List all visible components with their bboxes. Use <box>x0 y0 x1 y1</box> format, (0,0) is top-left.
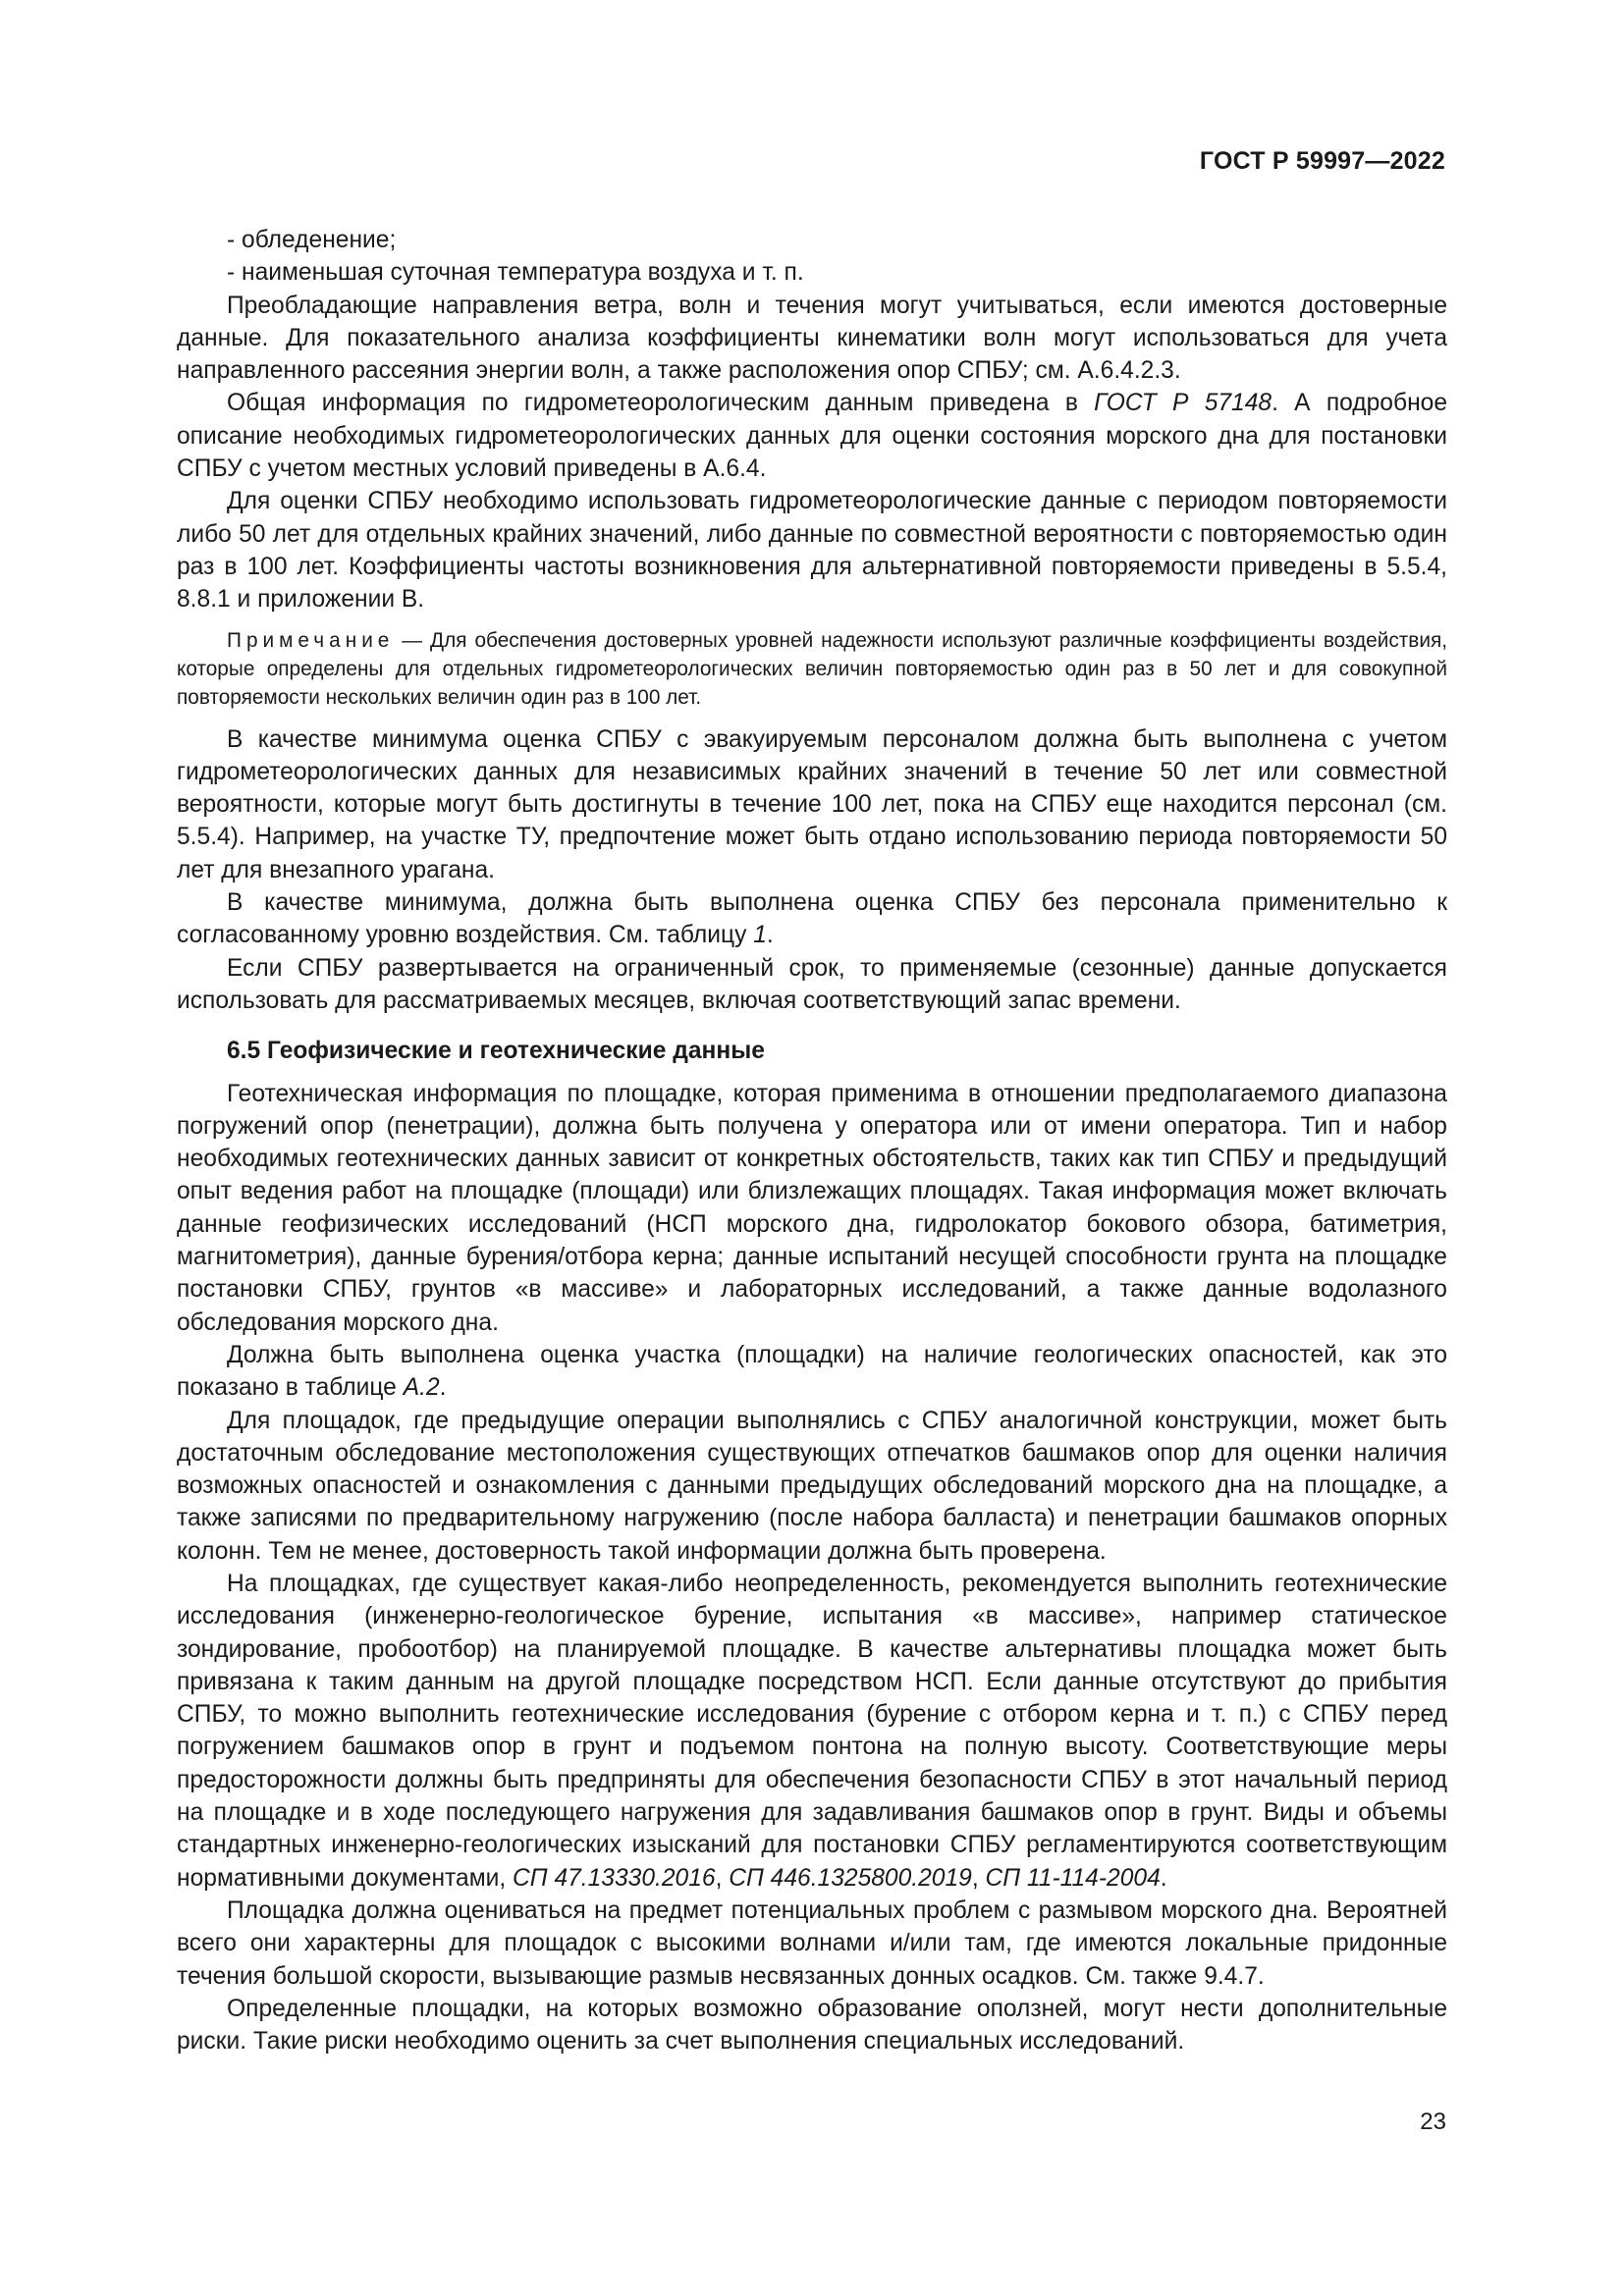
section-heading: 6.5 Геофизические и геотехнические данные <box>227 1038 765 1065</box>
paragraph-previous-operations: Для площадок, где предыдущие операции выполнялись с СПБУ аналогичной конструкции, может быть достаточным обследование местоположения существующих отпечатков башмаков опор для оценки наличия возможных опасностей и ознакомления с данными предыдущих обследований морского дна на площадке, а также записями по предварительному нагружению (после набора балласта) и пенетрации башмаков опорных колонн. Тем не менее, достоверность такой информации должна быть проверена. <box>177 1407 1447 1565</box>
text: , <box>971 1864 986 1892</box>
paragraph-landslides: Определенные площадки, на которых возможно образование оползней, могут нести дополнительные риски. Такие риски необходимо оценить за счет выполнения специальных исследований. <box>177 1995 1447 2056</box>
text: . <box>439 1374 447 1402</box>
list-item-temperature: - наименьшая суточная температура воздуха и т. п. <box>227 259 804 287</box>
paragraph-limited-term: Если СПБУ развертывается на ограниченный срок, то применяемые (сезонные) данные допускается использовать для рассматриваемых месяцев, включая соответствующий запас времени. <box>177 954 1447 1014</box>
list-item-icing: - обледенение; <box>227 227 397 253</box>
text: , <box>715 1864 730 1892</box>
standard-reference: СП 11-114-2004 <box>985 1864 1161 1892</box>
note-block <box>177 626 1447 712</box>
paragraph-geotechnical-info: Геотехническая информация по площадке, которая применима в отношении предполагаемого диапазона погружений опор (пенетрации), должна быть получена у оператора или от имени оператора. Тип и набор необходимых геотехнических данных зависит от конкретных обстоятельств, таких как тип СПБУ и предыдущий опыт ведения работ на площадке (площади) или близлежащих площадях. Такая информация может включать данные геофизических исследований (НСП морского дна, гидролокатор бокового обзора, батиметрия, магнитометрия), данные бурения/отбора керна; данные испытаний несущей способности грунта на площадке постановки СПБУ, грунтов «в массиве» и лабораторных исследований, а также данные водолазного обследования морского дна. <box>177 1080 1447 1336</box>
text: . <box>1160 1864 1167 1892</box>
paragraph-general-info <box>177 387 1447 485</box>
paragraph-prevailing-directions: Преобладающие направления ветра, волн и течения могут учитываться, если имеются достоверные данные. Для показательного анализа коэффициенты кинематики волн могут использоваться для учета направленного рассеяния энергии волн, а также расположения опор СПБУ; см. А.6.4.2.3. <box>177 292 1447 385</box>
paragraph-uncertainty <box>177 1568 1447 1895</box>
text: В качестве минимума, должна быть выполнена оценка СПБУ без персонала применительно к согласованному уровню воздействия. См. таблицу <box>177 889 1447 949</box>
text: . А подробное описание необходимых гидрометеорологических данных для оценки состояния морского дна для постановки СПБУ с учетом местных условий приведены в А.6.4. <box>177 390 1448 483</box>
document-body <box>177 224 1447 2057</box>
note-label: Примечание <box>227 628 395 652</box>
page-number: 23 <box>1420 2109 1446 2135</box>
text: . <box>766 922 774 949</box>
paragraph-geohazards <box>177 1339 1447 1405</box>
table-reference: А.2 <box>403 1374 440 1402</box>
standard-reference: СП 47.13330.2016 <box>513 1864 716 1892</box>
text: Общая информация по гидрометеорологическим данным приведена в <box>227 390 1095 417</box>
text: На площадках, где существует какая-либо неопределенность, рекомендуется выполнить геотехнические исследования (инженерно-геологическое бурение, испытания «в массиве», например статическое зондирование, пробоотбор) на планируемой площадке. В качестве альтернативы площадка может быть привязана к таким данным на другой площадке посредством НСП. Если данные отсутствуют до прибытия СПБУ, то можно выполнить геотехнические исследования (бурение с отбором керна и т. п.) с СПБУ перед погружением башмаков опор в грунт и подъемом понтона на полную высоту. Соответствующие меры предосторожности должны быть предприняты для обеспечения безопасности СПБУ в этот начальный период на площадке и в ходе последующего нагружения для задавливания башмаков опор в грунт. Виды и объемы стандартных инженерно-геологических изысканий для постановки СПБУ регламентируются соответствующим нормативными документами, <box>177 1570 1447 1892</box>
table-reference: 1 <box>753 922 767 949</box>
paragraph-minimum-unmanned <box>177 886 1447 952</box>
document-code-header: ГОСТ Р 59997—2022 <box>1199 147 1445 175</box>
text: Должна быть выполнена оценка участка (площадки) на наличие геологических опасностей, как это показано в таблице <box>177 1341 1447 1402</box>
paragraph-minimum-manned: В качестве минимума оценка СПБУ с эвакуируемым персоналом должна быть выполнена с учетом гидрометеорологических данных для независимых крайних значений в течение 50 лет или совместной вероятности, которые могут быть достигнуты в течение 100 лет, пока на СПБУ еще находится персонал (см. 5.5.4). Например, на участке ТУ, предпочтение может быть отдано использованию периода повторяемости 50 лет для внезапного урагана. <box>177 725 1447 883</box>
note-text: — Для обеспечения достоверных уровней надежности используют различные коэффициенты воздействия, которые определены для отдельных гидрометеорологических величин повторяемостью один раз в 50 лет и для совокупной повторяемости нескольких величин один раз в 100 лет. <box>177 628 1447 709</box>
standard-reference: ГОСТ Р 57148 <box>1094 390 1272 417</box>
paragraph-scour: Площадка должна оцениваться на предмет потенциальных проблем с размывом морского дна. Вероятней всего они характерны для площадок с высокими волнами и/или там, где имеются локальные придонные течения большой скорости, вызывающие размыв несвязанных донных осадков. См. также 9.4.7. <box>177 1896 1447 1990</box>
standard-reference: СП 446.1325800.2019 <box>729 1864 972 1892</box>
paragraph-assessment-data: Для оценки СПБУ необходимо использовать гидрометеорологические данные с периодом повторяемости либо 50 лет для отдельных крайних значений, либо данные по совместной вероятности с повторяемостью один раз в 100 лет. Коэффициенты частоты возникновения для альтернативной повторяемости приведены в 5.5.4, 8.8.1 и приложении В. <box>177 488 1447 614</box>
